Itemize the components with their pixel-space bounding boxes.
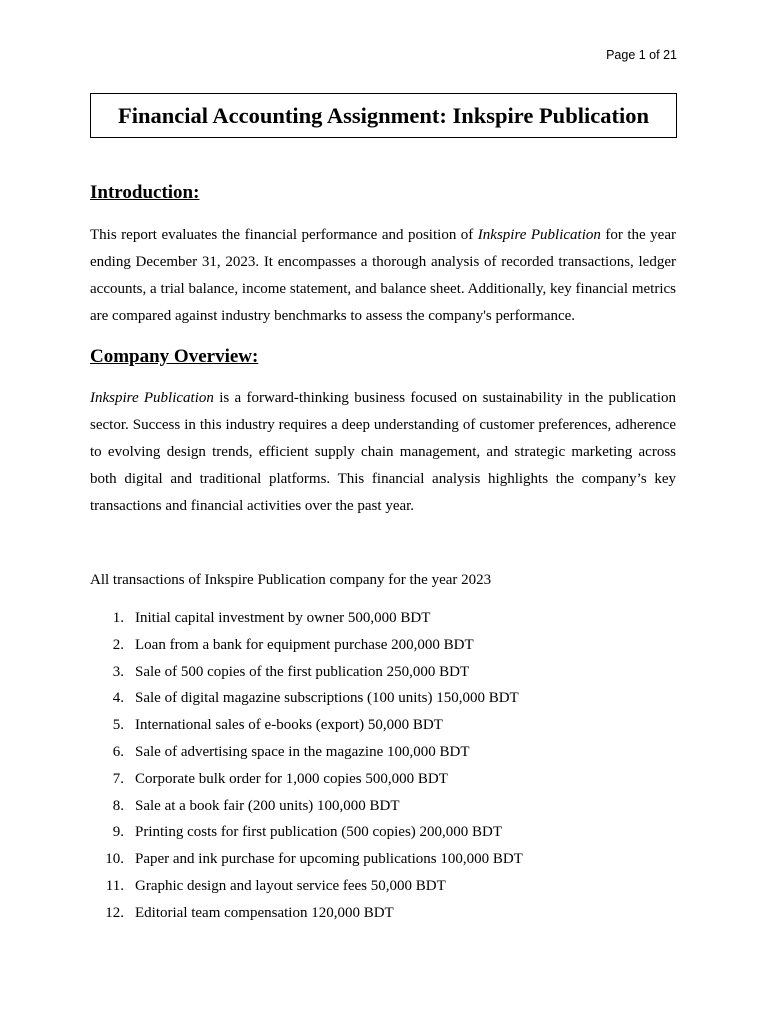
transaction-item (90, 634, 523, 661)
transaction-item (90, 902, 523, 929)
transaction-item (90, 821, 523, 848)
transaction-number: 4. (112, 690, 124, 707)
transaction-item (90, 768, 523, 795)
transaction-number: 8. (112, 797, 124, 814)
transaction-text: Paper and ink purchase for upcoming publications 100,000 BDT (135, 851, 523, 868)
document-title: Financial Accounting Assignment: Inkspire Publication (118, 102, 649, 128)
transaction-number: 7. (112, 770, 124, 787)
company-overview-heading: Company Overview: (90, 346, 259, 367)
transaction-item (90, 875, 523, 902)
transaction-text: Initial capital investment by owner 500,000 BDT (135, 610, 431, 626)
transaction-number: 3. (112, 663, 124, 680)
transaction-number: 6. (112, 743, 124, 760)
transaction-number: 11. (105, 877, 124, 894)
transactions-list (90, 607, 523, 929)
introduction-text-start: This report evaluates the financial performance and position of (90, 227, 478, 243)
transaction-text: Sale at a book fair (200 units) 100,000 BDT (135, 797, 400, 814)
transaction-number: 1. (112, 610, 124, 626)
transaction-text: Sale of advertising space in the magazine 100,000 BDT (135, 743, 470, 760)
transactions-intro: All transactions of Inkspire Publication company for the year 2023 (90, 572, 492, 588)
document-title-box (90, 93, 677, 138)
transaction-number: 9. (112, 824, 124, 841)
company-name-italic: Inkspire Publication (90, 390, 214, 406)
transaction-number: 10. (105, 851, 124, 868)
company-name-italic: Inkspire Publication (477, 227, 601, 243)
transaction-text: Sale of digital magazine subscriptions (100 units) 150,000 BDT (135, 690, 519, 707)
introduction-heading: Introduction: (90, 182, 200, 203)
transaction-item (90, 661, 523, 688)
introduction-text-end: for the year ending December 31, 2023. It encompasses a thorough analysis of recorded transactions, ledger accounts, a trial balance, income statement, and balance sheet. Additionally, key financial metrics are compared against industry benchmarks to assess the company's performance. (90, 227, 676, 324)
transaction-item (90, 714, 523, 741)
transaction-item (90, 687, 523, 714)
transaction-number: 12. (105, 904, 124, 921)
page-number: Page 1 of 21 (606, 48, 677, 62)
transaction-item (90, 848, 523, 875)
company-overview-paragraph (90, 385, 676, 520)
transaction-text: Loan from a bank for equipment purchase 200,000 BDT (135, 636, 474, 653)
company-overview-text: is a forward-thinking business focused on sustainability in the publication sector. Success in this industry requires a deep understanding of customer preferences, adherence to evolving design trends, efficient supply chain management, and strategic marketing across both digital and traditional platforms. This financial analysis highlights the company’s key transactions and financial activities over the past year. (90, 390, 676, 514)
transaction-text: Editorial team compensation 120,000 BDT (135, 904, 394, 921)
transaction-item (90, 607, 523, 634)
introduction-paragraph (90, 222, 676, 330)
transaction-text: Sale of 500 copies of the first publication 250,000 BDT (135, 663, 470, 680)
transaction-text: International sales of e-books (export) 50,000 BDT (135, 717, 443, 734)
transaction-text: Corporate bulk order for 1,000 copies 500,000 BDT (135, 770, 448, 787)
transaction-text: Graphic design and layout service fees 50,000 BDT (135, 877, 446, 894)
transaction-item (90, 741, 523, 768)
transaction-number: 5. (112, 717, 124, 734)
transaction-text: Printing costs for first publication (500 copies) 200,000 BDT (135, 824, 503, 841)
transaction-number: 2. (112, 636, 124, 653)
transaction-item (90, 795, 523, 822)
